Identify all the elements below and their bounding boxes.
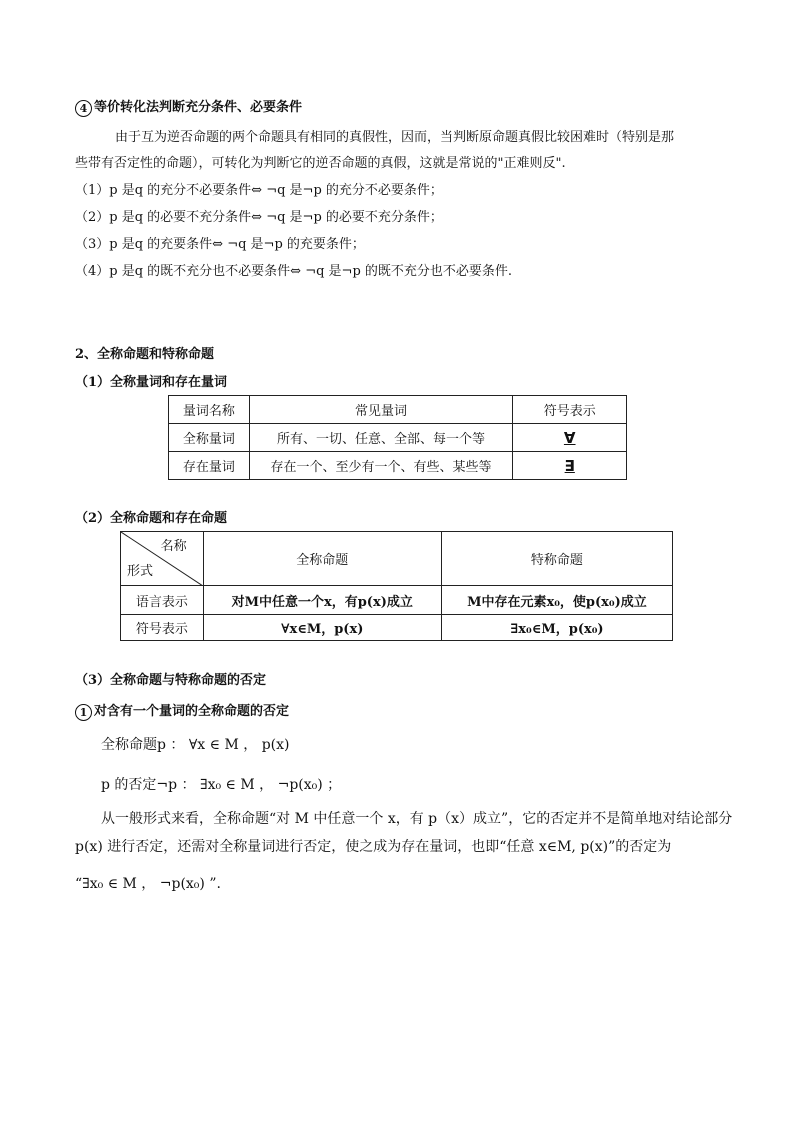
quantifier-table: [168, 395, 627, 480]
table-cell: M中存在元素x₀，使p(x₀)成立: [441, 586, 672, 615]
table-row: [169, 452, 627, 480]
corner-label-bottom: 形式: [127, 564, 154, 579]
table-cell: [513, 452, 627, 480]
section-4-heading: [75, 96, 302, 117]
section-4-item-3: （3）p 是q 的充要条件⇔ ¬q 是¬p 的充要条件；: [75, 237, 365, 252]
section-4-paragraph-line-2: 些带有否定性的命题），可转化为判断它的逆否命题的真假，这就是常说的"正难则反".: [75, 156, 566, 171]
table-header-row: [169, 396, 627, 424]
section-4-heading-text: 等价转化法判断充分条件、必要条件: [94, 100, 303, 115]
forall-symbol: ∀: [563, 428, 576, 447]
explanation-line-3: “∃x₀ ∈ M ， ¬p(x₀) ”.: [75, 876, 221, 892]
table-cell: 语言表示: [121, 586, 204, 615]
table-row: [121, 615, 673, 641]
table-cell: 符号表示: [121, 615, 204, 641]
subsection-1-title: （1）全称量词和存在量词: [75, 375, 228, 390]
section-4-item-1: （1）p 是q 的充分不必要条件⇔ ¬q 是¬p 的充分不必要条件；: [75, 183, 443, 198]
formula-universal: 全称命题p ： ∀x ∈ M ， p(x): [101, 737, 290, 753]
table-header-cell: 量词名称: [169, 396, 250, 424]
circled-number: 4: [75, 100, 92, 117]
table-header-cell: 特称命题: [441, 532, 672, 586]
section-4-item-2: （2）p 是q 的必要不充分条件⇔ ¬q 是¬p 的必要不充分条件；: [75, 210, 443, 225]
table-cell: 全称量词: [169, 424, 250, 452]
table-header-cell: 全称命题: [203, 532, 441, 586]
section-4-item-4: （4）p 是q 的既不充分也不必要条件⇔ ¬q 是¬p 的既不充分也不必要条件.: [75, 264, 513, 279]
table-cell: 存在一个、至少有一个、有些、某些等: [249, 452, 513, 480]
table-cell: 所有、一切、任意、全部、每一个等: [249, 424, 513, 452]
subsection-3-title: （3）全称命题与特称命题的否定: [75, 673, 267, 688]
subsection-2-title: （2）全称命题和存在命题: [75, 511, 228, 526]
table-cell: ∃x₀∈M，p(x₀): [441, 615, 672, 641]
corner-label-top: 名称: [160, 539, 187, 554]
table-cell: 存在量词: [169, 452, 250, 480]
table-row: [121, 586, 673, 615]
exists-symbol: ∃: [564, 456, 575, 475]
explanation-line-1: 从一般形式来看，全称命题“对 M 中任意一个 x，有 p（x）成立”，它的否定并不是简单地对结论部分: [101, 811, 733, 827]
diagonal-header-cell: [121, 532, 204, 586]
table-header-row: [121, 532, 673, 586]
table-cell: [513, 424, 627, 452]
table-header-cell: 常见量词: [249, 396, 513, 424]
table-cell: ∀x∈M，p(x): [203, 615, 441, 641]
circled-number: 1: [75, 704, 92, 721]
subsection-3-item-text: 对含有一个量词的全称命题的否定: [94, 704, 290, 719]
section-2-title: 2、全称命题和特称命题: [75, 347, 215, 362]
proposition-table: [120, 531, 673, 641]
formula-negation: p 的否定¬p ： ∃x₀ ∈ M ， ¬p(x₀) ；: [101, 777, 342, 793]
section-4-paragraph-line-1: 由于互为逆否命题的两个命题具有相同的真假性，因而，当判断原命题真假比较困难时（特别是那: [115, 130, 675, 145]
table-row: [169, 424, 627, 452]
subsection-3-item: [75, 700, 289, 721]
explanation-line-2: p(x) 进行否定，还需对全称量词进行否定，使之成为存在量词，也即“任意 x∈M, p(x)”的否定为: [75, 839, 672, 855]
table-cell: 对M中任意一个x，有p(x)成立: [203, 586, 441, 615]
table-header-cell: 符号表示: [513, 396, 627, 424]
